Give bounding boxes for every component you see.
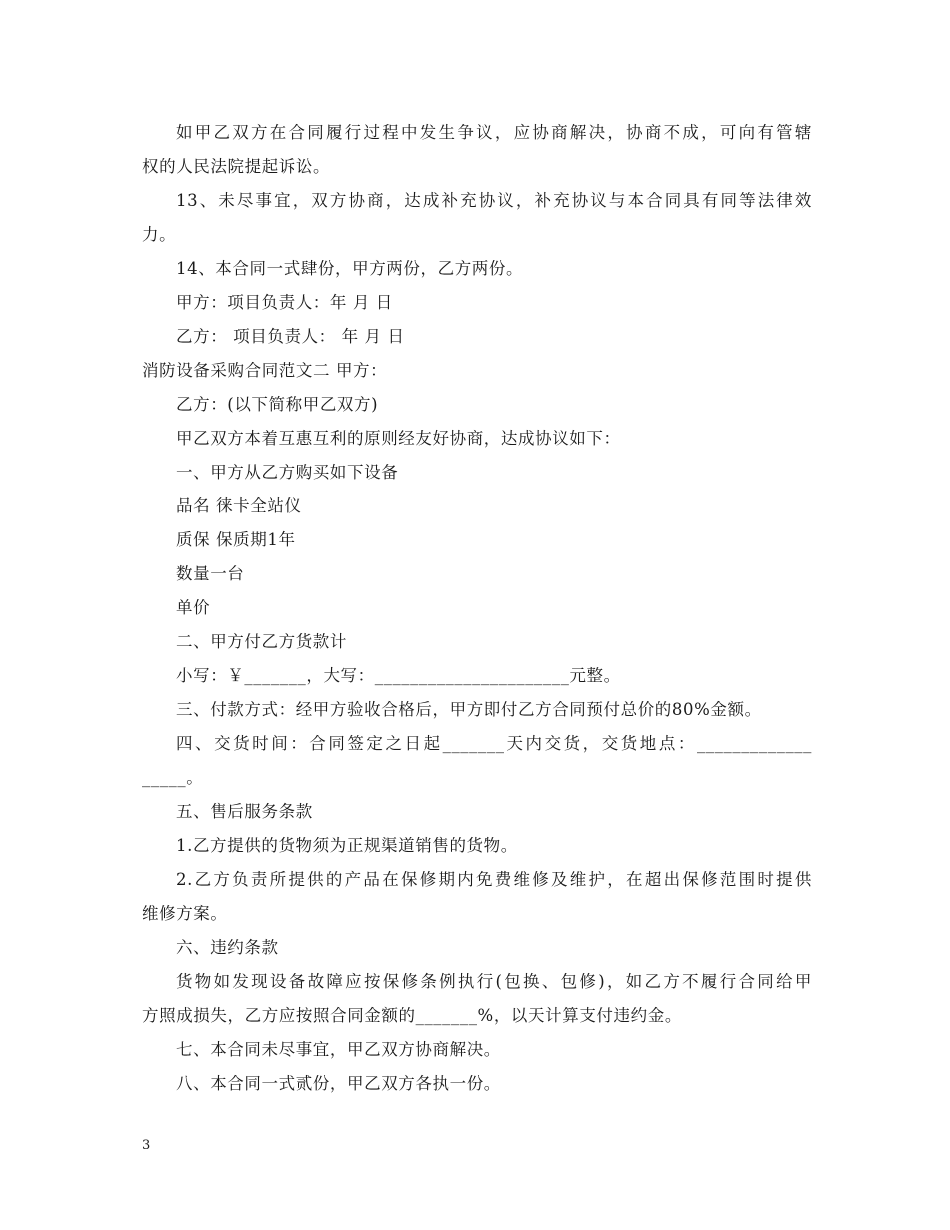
paragraph-line: 力。	[142, 225, 177, 244]
paragraph-line: 数量一台	[176, 564, 245, 583]
paragraph-line: 三、付款方式：经甲方验收合格后，甲方即付乙方合同预付总价的80%金额。	[176, 700, 762, 719]
paragraph-line: _____。	[142, 768, 204, 787]
paragraph-line: 五、售后服务条款	[176, 802, 313, 821]
paragraph-line: 乙方： 项目负责人： 年 月 日	[176, 327, 405, 346]
paragraph-line: 甲方：项目负责人：年 月 日	[176, 293, 393, 312]
paragraph-line: 小写：￥_______，大写：______________________元整。	[176, 666, 621, 685]
paragraph-line: 二、甲方付乙方货款计	[176, 632, 347, 651]
paragraph-line: 七、本合同未尽事宜，甲乙双方协商解决。	[176, 1040, 501, 1059]
paragraph-line: 13、未尽事宜，双方协商，达成补充协议，补充协议与本合同具有同等法律效	[176, 191, 812, 210]
paragraph-line: 一、甲方从乙方购买如下设备	[176, 463, 399, 482]
paragraph-line: 甲乙双方本着互惠互利的原则经友好协商，达成协议如下：	[176, 429, 621, 448]
paragraph-line: 方照成损失，乙方应按照合同金额的_______%，以天计算支付违约金。	[142, 1006, 682, 1025]
paragraph-line: 维修方案。	[142, 904, 228, 923]
paragraph-line: 权的人民法院提起诉讼。	[142, 157, 331, 176]
paragraph-line: 四、交货时间：合同签定之日起_______天内交货，交货地点：_____________	[176, 734, 812, 753]
section-heading: 消防设备采购合同范文二 甲方：	[142, 361, 388, 380]
paragraph-line: 六、违约条款	[176, 938, 279, 957]
paragraph-line: 乙方：(以下简称甲乙双方)	[176, 395, 379, 414]
paragraph-line: 品名 徕卡全站仪	[176, 496, 302, 515]
paragraph-line: 货物如发现设备故障应按保修条例执行(包换、包修)，如乙方不履行合同给甲	[176, 972, 812, 991]
paragraph-line: 质保 保质期1年	[176, 530, 296, 549]
paragraph-line: 如甲乙双方在合同履行过程中发生争议，应协商解决，协商不成，可向有管辖	[176, 123, 812, 142]
page-number: 3	[142, 1138, 151, 1153]
paragraph-line: 14、本合同一式肆份，甲方两份，乙方两份。	[176, 259, 524, 278]
paragraph-line: 八、本合同一式贰份，甲乙双方各执一份。	[176, 1074, 501, 1093]
paragraph-line: 单价	[176, 598, 211, 617]
paragraph-line: 2.乙方负责所提供的产品在保修期内免费维修及维护，在超出保修范围时提供	[176, 870, 812, 889]
paragraph-line: 1.乙方提供的货物须为正规渠道销售的货物。	[176, 836, 518, 855]
